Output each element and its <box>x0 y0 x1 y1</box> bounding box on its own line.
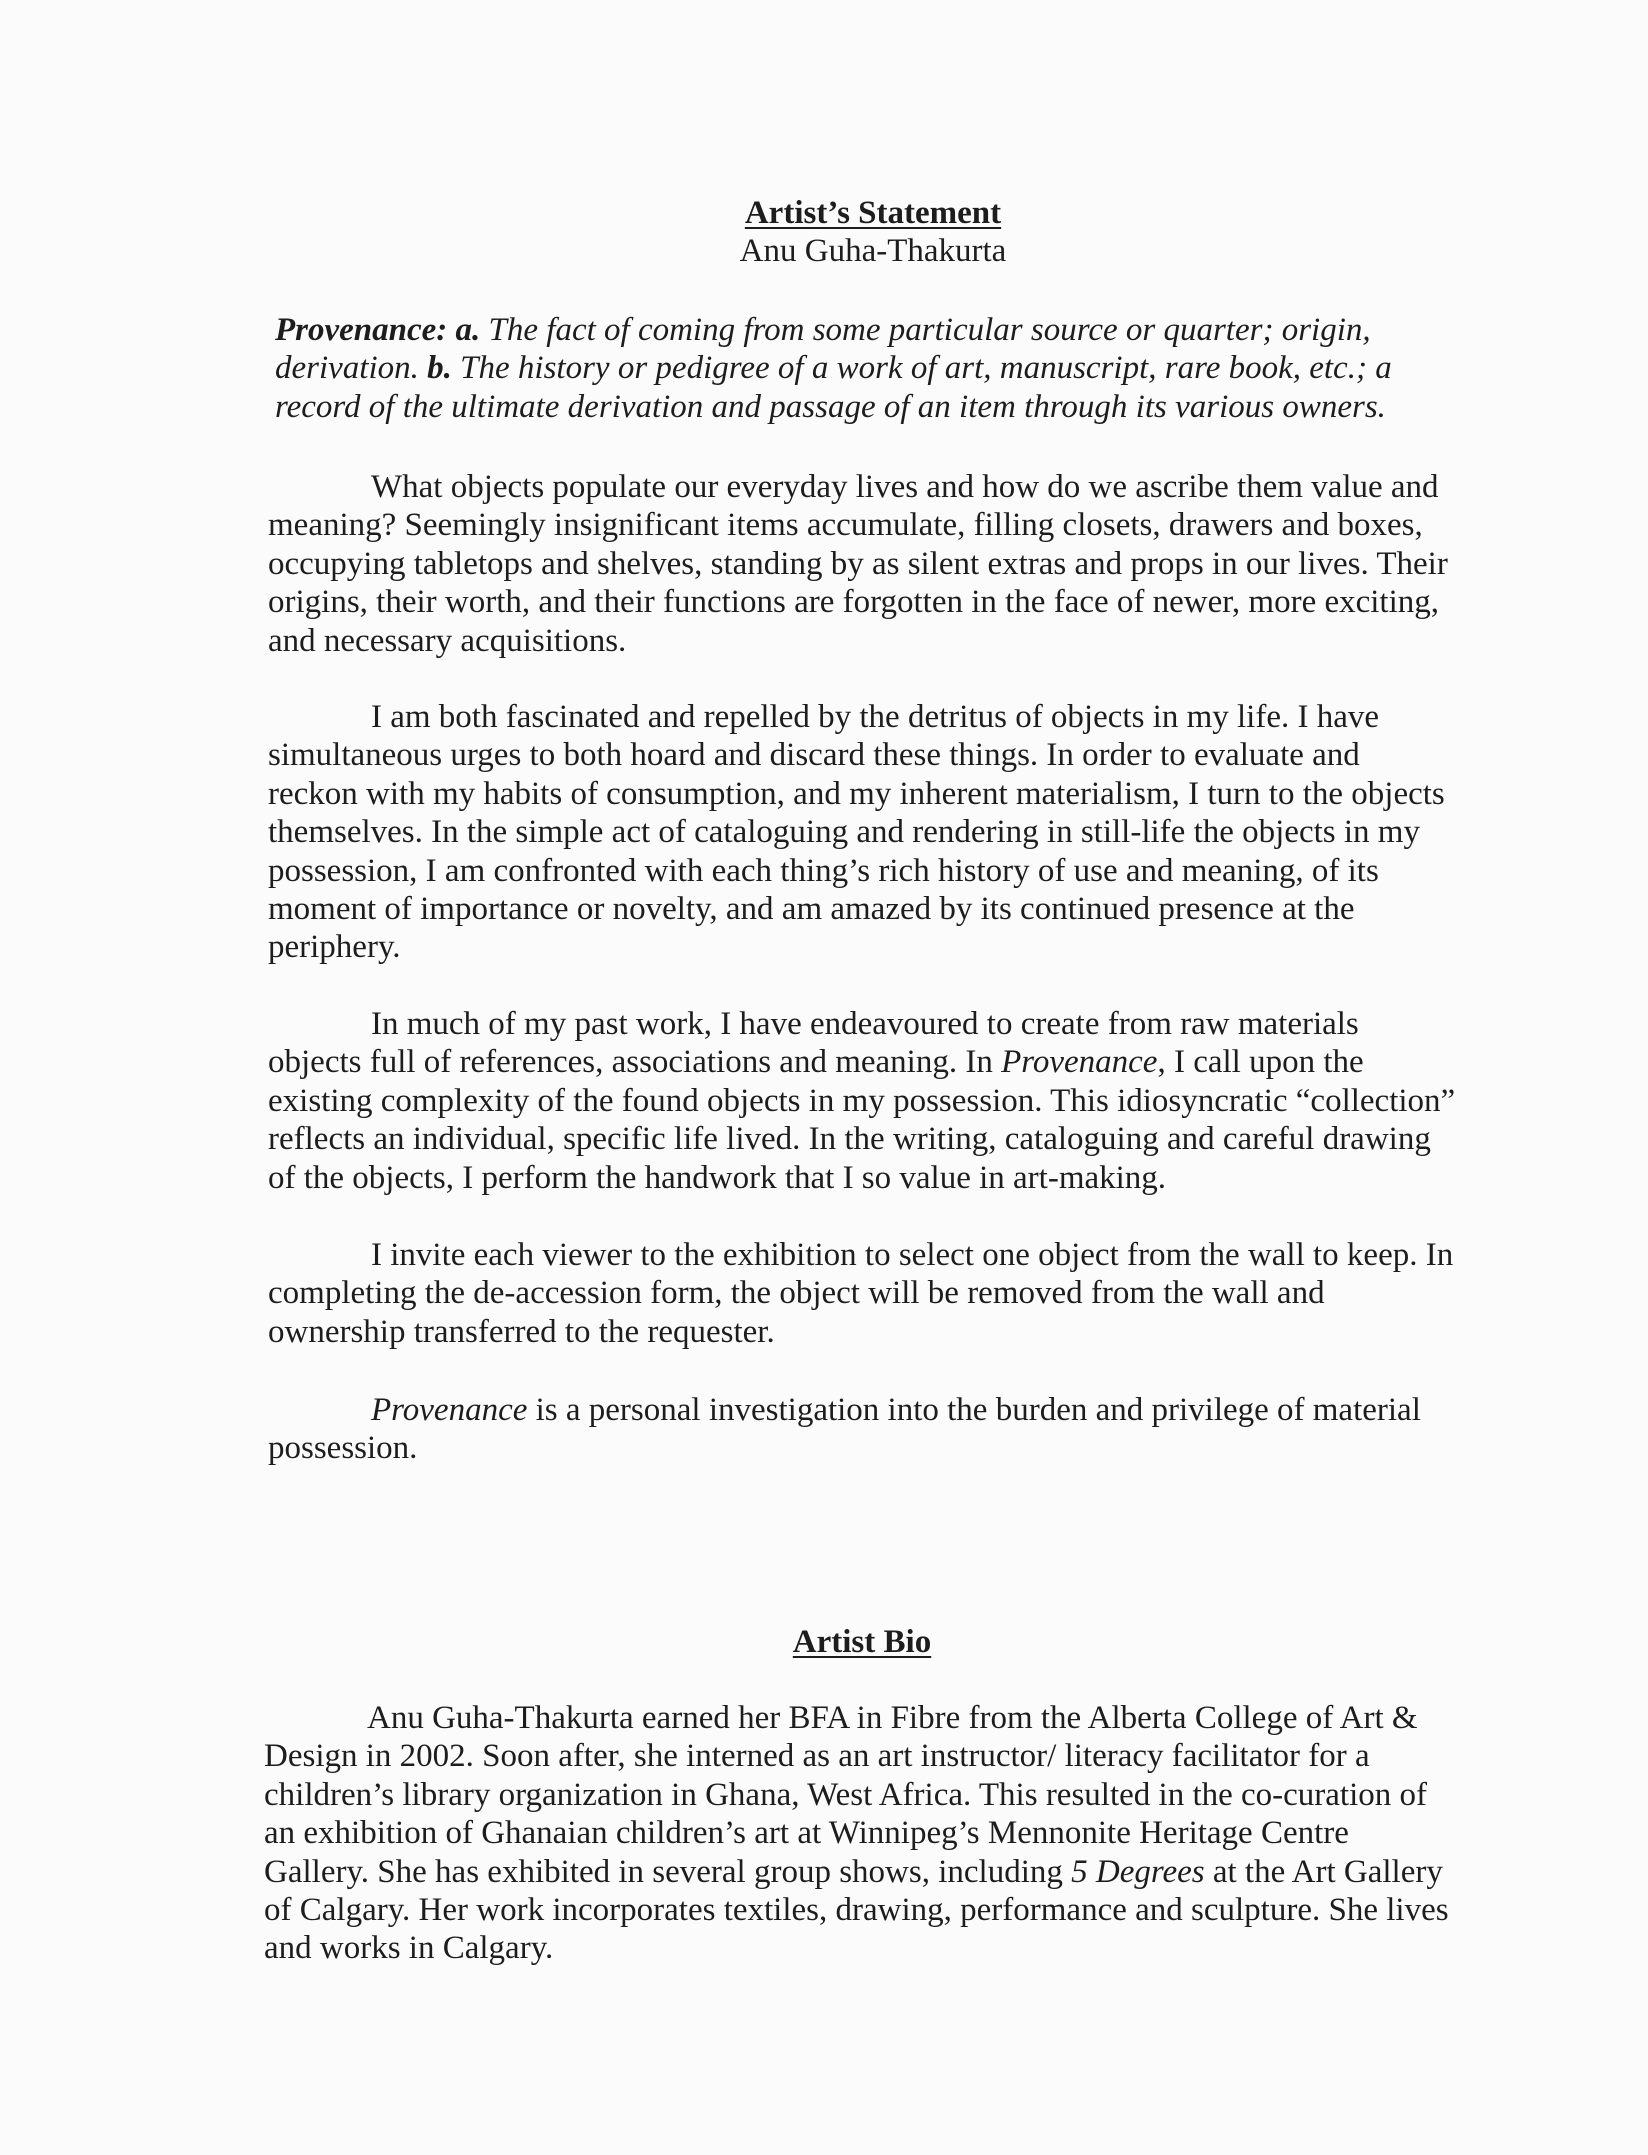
text-line <box>268 622 1488 660</box>
text-line <box>268 506 1488 544</box>
text-line <box>268 890 1488 928</box>
emphasized-text: The fact of coming from some particular source or quarter; origin, <box>488 312 1371 348</box>
text-line <box>268 1429 1488 1467</box>
text-line <box>268 736 1488 774</box>
statement-paragraph-2 <box>268 698 1488 967</box>
text-line <box>264 1776 1484 1814</box>
statement-title: Artist’s Statement <box>744 195 1002 231</box>
text-span: I am both fascinated and repelled by the detritus of objects in my life. I have <box>371 699 1379 735</box>
text-span: and works in Calgary. <box>264 1930 554 1967</box>
text-line <box>264 1814 1484 1852</box>
text-span: possession, I am confronted with each thing’s rich history of use and meaning, of its <box>268 852 1379 889</box>
text-line <box>268 1391 1488 1429</box>
text-line <box>268 1159 1488 1197</box>
bio-title: Artist Bio <box>792 1624 932 1660</box>
text-span: of the objects, I perform the handwork that I so value in art-making. <box>268 1159 1167 1196</box>
text-span: and necessary acquisitions. <box>268 622 627 659</box>
text-span: periphery. <box>268 929 401 966</box>
text-span: I invite each viewer to the exhibition to select one object from the wall to keep. In <box>371 1237 1454 1273</box>
text-span: an exhibition of Ghanaian children’s art at Winnipeg’s Mennonite Heritage Centre <box>264 1815 1349 1852</box>
statement-paragraph-4 <box>268 1236 1488 1351</box>
text-line <box>264 1853 1484 1891</box>
text-span: at the Art Gallery <box>1204 1853 1443 1890</box>
text-span: ownership transferred to the requester. <box>268 1313 775 1350</box>
statement-paragraph-5 <box>268 1391 1488 1468</box>
emphasized-text: The history or pedigree of a work of art, manuscript, rare book, etc.; a <box>460 350 1392 387</box>
text-line <box>268 698 1488 736</box>
text-span: meaning? Seemingly insignificant items accumulate, filling closets, drawers and boxes, <box>268 507 1423 544</box>
text-span: possession. <box>268 1430 418 1467</box>
text-line <box>268 1043 1488 1081</box>
text-line <box>268 775 1488 813</box>
text-line <box>268 1120 1488 1158</box>
emphasized-text: b. <box>427 350 461 387</box>
emphasized-text: record of the ultimate derivation and passage of an item through its various owners. <box>275 388 1386 425</box>
emphasized-text: Provenance <box>1001 1044 1158 1081</box>
text-line <box>268 468 1488 506</box>
text-span: children’s library organization in Ghana, West Africa. This resulted in the co-curation of <box>264 1776 1428 1813</box>
text-line <box>268 928 1488 966</box>
definition <box>275 311 1495 426</box>
text-span: Anu Guha-Thakurta earned her BFA in Fibre from the Alberta College of Art & <box>367 1700 1418 1736</box>
text-span: , I call upon the <box>1157 1044 1364 1081</box>
text-span: completing the de-accession form, the object will be removed from the wall and <box>268 1275 1325 1312</box>
statement-author: Anu Guha-Thakurta <box>739 233 1007 269</box>
bio-paragraph <box>264 1699 1484 1968</box>
statement-paragraph-1 <box>268 468 1488 660</box>
text-line <box>268 583 1488 621</box>
text-span: themselves. In the simple act of cataloguing and rendering in still-life the objects in my <box>268 814 1420 851</box>
text-line <box>275 388 1495 426</box>
text-line <box>264 1737 1484 1775</box>
text-line <box>275 311 1495 349</box>
statement-paragraph-3 <box>268 1005 1488 1197</box>
text-line <box>275 349 1495 387</box>
text-span: existing complexity of the found objects in my possession. This idiosyncratic “collection” <box>268 1082 1456 1119</box>
text-line <box>264 1891 1484 1929</box>
text-line <box>264 1929 1484 1967</box>
text-line <box>268 1236 1488 1274</box>
text-line <box>268 852 1488 890</box>
text-line <box>268 1082 1488 1120</box>
text-span: reckon with my habits of consumption, and my inherent materialism, I turn to the objects <box>268 775 1445 812</box>
emphasized-text: 5 Degrees <box>1071 1853 1205 1890</box>
text-line <box>268 545 1488 583</box>
text-span: simultaneous urges to both hoard and discard these things. In order to evaluate and <box>268 737 1360 774</box>
text-line <box>264 1699 1484 1737</box>
text-span: What objects populate our everyday lives and how do we ascribe them value and <box>371 469 1439 505</box>
text-span: occupying tabletops and shelves, standing by as silent extras and props in our lives. Their <box>268 545 1448 582</box>
text-span: moment of importance or novelty, and am amazed by its continued presence at the <box>268 891 1355 928</box>
text-span: of Calgary. Her work incorporates textiles, drawing, performance and sculpture. She lives <box>264 1892 1449 1929</box>
text-line <box>268 1274 1488 1312</box>
emphasized-text: derivation. <box>275 350 428 387</box>
text-span: reflects an individual, specific life lived. In the writing, cataloguing and careful drawing <box>268 1121 1431 1158</box>
text-span: In much of my past work, I have endeavoured to create from raw materials <box>371 1006 1359 1042</box>
text-span: origins, their worth, and their functions are forgotten in the face of newer, more exciting, <box>268 584 1440 621</box>
text-line <box>268 1005 1488 1043</box>
text-span: is a personal investigation into the burden and privilege of material <box>527 1392 1421 1428</box>
text-span: objects full of references, associations and meaning. In <box>268 1044 1002 1081</box>
emphasized-text: Provenance <box>371 1392 528 1428</box>
text-span: Gallery. She has exhibited in several group shows, including <box>264 1853 1072 1890</box>
emphasized-text: Provenance: a. <box>275 312 489 348</box>
text-span: Design in 2002. Soon after, she interned as an art instructor/ literacy facilitator for a <box>264 1738 1370 1775</box>
text-line <box>268 813 1488 851</box>
text-line <box>268 1313 1488 1351</box>
